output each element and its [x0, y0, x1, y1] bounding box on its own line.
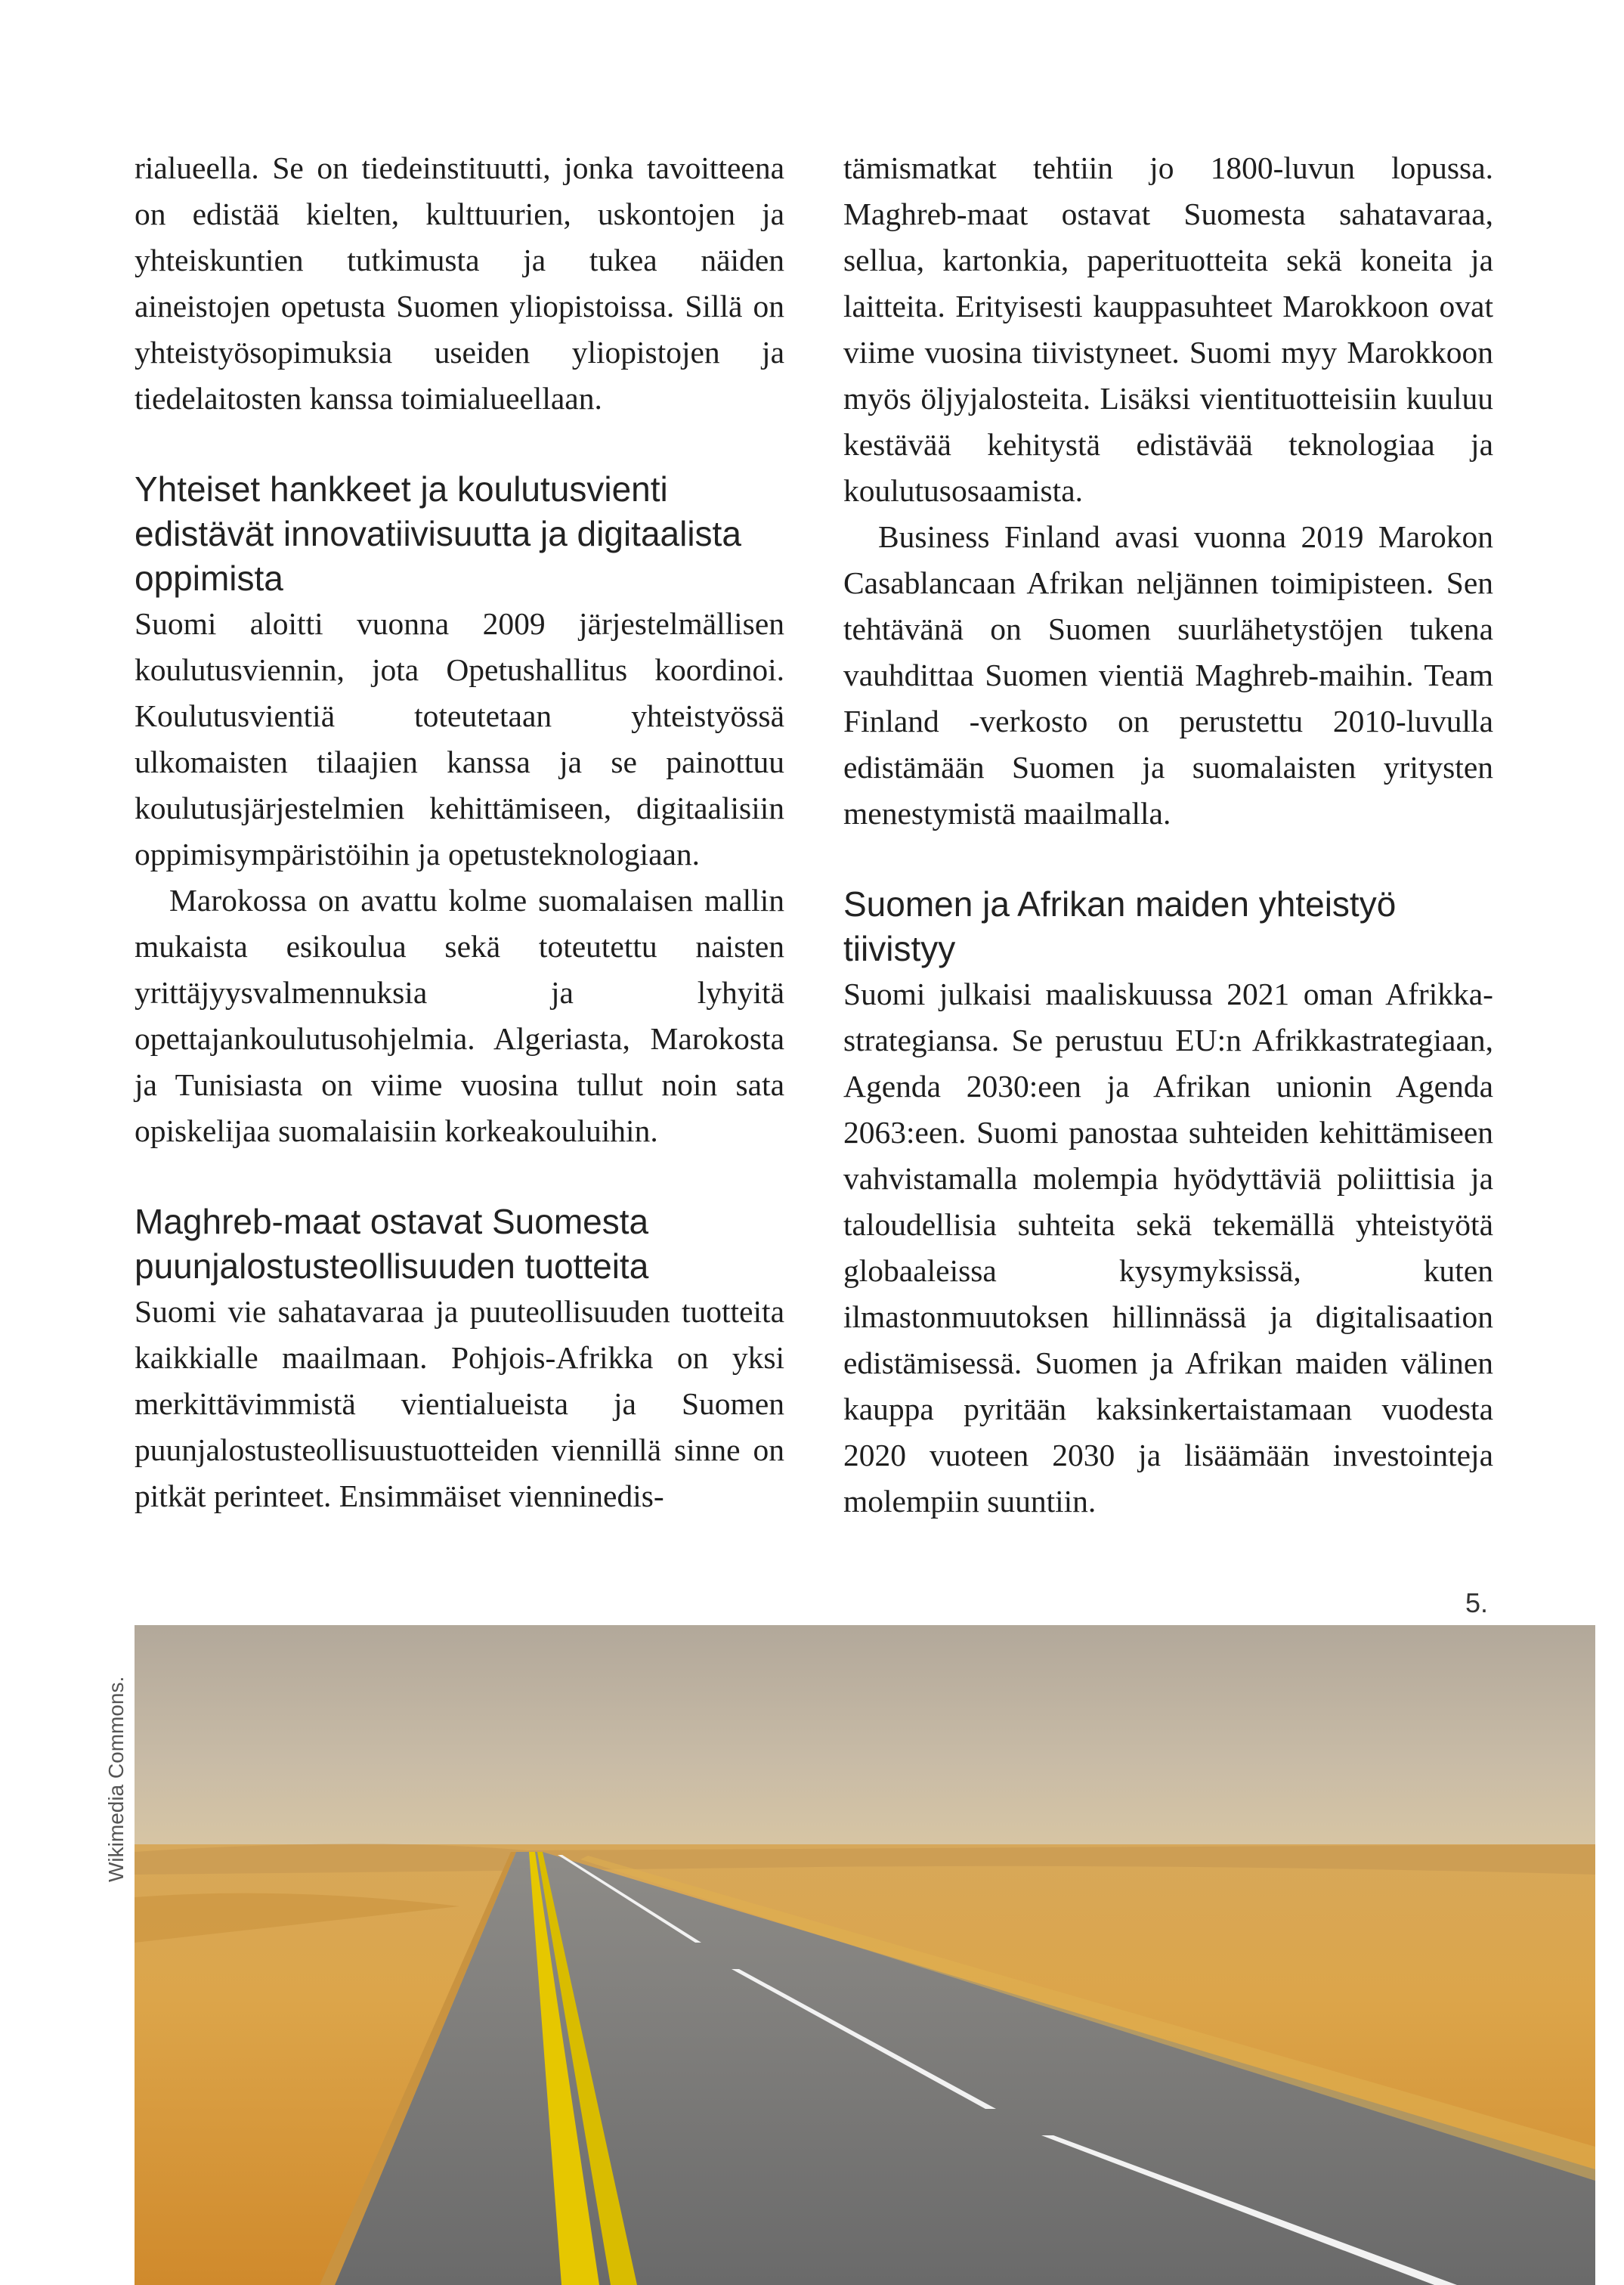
paragraph: Suomi aloitti vuonna 2009 järjestelmällisen koulutusviennin, jota Opetushallitus koordinoi. Koulutusvientiä toteutetaan yhteistyössä ulkomaisten tilaajien kanssa ja se painottuu koulutusjärjestelmien kehittämiseen, digitaalisiin oppimisympäristöihin ja opetusteknologiaan.	[135, 606, 784, 872]
paragraph: Business Finland avasi vuonna 2019 Marokon Casablancaan Afrikan neljännen toimipisteen. Sen tehtävänä on Suomen suurlähetystöjen tukena vauhdittaa Suomen vientiä Maghreb-maihin. Team Finland -verkosto on perustettu 2010-luvulla edistämään Suomen ja suomalaisten yritysten menestymistä maailmalla.	[843, 519, 1493, 831]
section-heading: Yhteiset hankkeet ja koulutusvienti edistävät innovatiivisuutta ja digitaalista oppimista	[135, 469, 741, 598]
paragraph: Marokossa on avattu kolme suomalaisen mallin mukaista esikoulua sekä toteutettu naisten yrittäjyysvalmennuksia ja lyhyitä opettajankoulutusohjelmia. Algeriasta, Marokosta ja Tunisiasta on viime vuosina tullut noin sata opiskelijaa suomalaisiin korkeakouluihin.	[135, 883, 784, 1148]
desert-road-illustration	[135, 1625, 1595, 2285]
page-number: 5.	[1465, 1587, 1488, 1618]
paragraph: tämismatkat tehtiin jo 1800-luvun lopussa. Maghreb-maat ostavat Suomesta sahatavaraa, sellua, kartonkia, paperituotteita sekä koneita ja laitteita. Erityisesti kauppasuhteet Marokkoon ovat viime vuosina tiivistyneet. Suomi myy Marokkoon myös öljyjalosteita. Lisäksi vientituotteisiin kuuluu kestävää kehitystä edistävää teknologiaa ja koulutusosaamista.	[843, 150, 1493, 508]
section-heading: Suomen ja Afrikan maiden yhteistyö tiivistyy	[843, 884, 1397, 968]
right-column	[843, 145, 1493, 1525]
left-column	[135, 145, 784, 1519]
photo-credit: Wikimedia Commons.	[104, 1676, 128, 1882]
paragraph: rialueella. Se on tiedeinstituutti, jonka tavoitteena on edistää kielten, kulttuurien, uskontojen ja yhteiskuntien tutkimusta ja tukea näiden aineistojen opetusta Suomen yliopistoissa. Sillä on yhteistyösopimuksia useiden yliopistojen ja tiedelaitosten kanssa toimialueellaan.	[135, 150, 784, 416]
desert-road-photo	[135, 1625, 1595, 2285]
paragraph: Suomi julkaisi maaliskuussa 2021 oman Afrikka-strategiansa. Se perustuu EU:n Afrikkastrategiaan, Agenda 2030:een ja Afrikan unionin Agenda 2063:een. Suomi panostaa suhteiden kehittämiseen vahvistamalla molempia hyödyttäviä poliittisia ja taloudellisia suhteita sekä tekemällä yhteistyötä globaaleissa kysymyksissä, kuten ilmastonmuutoksen hillinnässä ja digitalisaation edistämisessä. Suomen ja Afrikan maiden välinen kauppa pyritään kaksinkertaistamaan vuodesta 2020 vuoteen 2030 ja lisäämään investointeja molempiin suuntiin.	[843, 977, 1493, 1519]
paragraph: Suomi vie sahatavaraa ja puuteollisuuden tuotteita kaikkialle maailmaan. Pohjois-Afrikka on yksi merkittävimmistä vientialueista ja Suomen puunjalostusteollisuustuotteiden viennillä sinne on pitkät perinteet. Ensimmäiset vienninedis-	[135, 1294, 784, 1513]
section-heading: Maghreb-maat ostavat Suomesta puunjalostusteollisuuden tuotteita	[135, 1202, 649, 1286]
